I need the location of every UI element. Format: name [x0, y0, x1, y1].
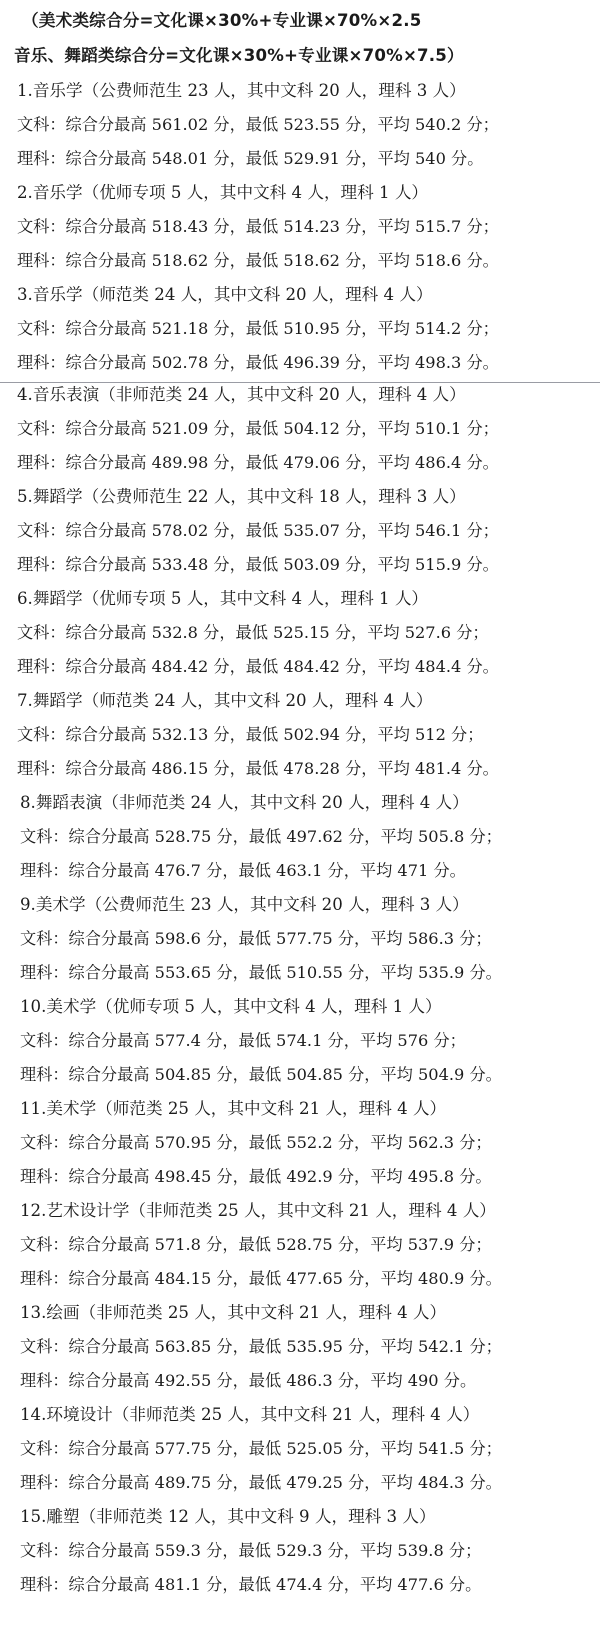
- major-4-wenke: 文科：综合分最高 521.09 分，最低 504.12 分，平均 510.1 分；: [17, 419, 499, 438]
- major-9-wenke: 文科：综合分最高 598.6 分，最低 577.75 分，平均 586.3 分；: [20, 929, 492, 948]
- major-3-title: 3.音乐学（师范类 24 人，其中文科 20 人，理科 4 人）: [17, 285, 433, 304]
- major-15-title: 15.雕塑（非师范类 12 人，其中文科 9 人，理科 3 人）: [20, 1507, 436, 1526]
- major-15-like: 理科：综合分最高 481.1 分，最低 474.4 分，平均 477.6 分。: [20, 1575, 482, 1594]
- major-3-wenke: 文科：综合分最高 521.18 分，最低 510.95 分，平均 514.2 分；: [17, 319, 499, 338]
- major-11-title: 11.美术学（师范类 25 人，其中文科 21 人，理科 4 人）: [20, 1099, 447, 1118]
- major-7-title: 7.舞蹈学（师范类 24 人，其中文科 20 人，理科 4 人）: [17, 691, 433, 710]
- major-12-like: 理科：综合分最高 484.15 分，最低 477.65 分，平均 480.9 分。: [20, 1269, 502, 1288]
- major-13-wenke: 文科：综合分最高 563.85 分，最低 535.95 分，平均 542.1 分；: [20, 1337, 502, 1356]
- major-3-like: 理科：综合分最高 502.78 分，最低 496.39 分，平均 498.3 分。: [17, 353, 499, 372]
- major-14-like: 理科：综合分最高 489.75 分，最低 479.25 分，平均 484.3 分。: [20, 1473, 502, 1492]
- major-12-wenke: 文科：综合分最高 571.8 分，最低 528.75 分，平均 537.9 分；: [20, 1235, 492, 1254]
- major-14-title: 14.环境设计（非师范类 25 人，其中文科 21 人，理科 4 人）: [20, 1405, 480, 1424]
- major-6-wenke: 文科：综合分最高 532.8 分，最低 525.15 分，平均 527.6 分；: [17, 623, 489, 642]
- major-13-like: 理科：综合分最高 492.55 分，最低 486.3 分，平均 490 分。: [20, 1371, 477, 1390]
- major-4-like: 理科：综合分最高 489.98 分，最低 479.06 分，平均 486.4 分。: [17, 453, 499, 472]
- major-2-like: 理科：综合分最高 518.62 分，最低 518.62 分，平均 518.6 分。: [17, 251, 499, 270]
- major-8-wenke: 文科：综合分最高 528.75 分，最低 497.62 分，平均 505.8 分；: [20, 827, 502, 846]
- major-7-like: 理科：综合分最高 486.15 分，最低 478.28 分，平均 481.4 分。: [17, 759, 499, 778]
- music-dance-formula: 音乐、舞蹈类综合分=文化课×30%+专业课×70%×7.5）: [14, 46, 464, 65]
- major-10-like: 理科：综合分最高 504.85 分，最低 504.85 分，平均 504.9 分。: [20, 1065, 502, 1084]
- major-15-wenke: 文科：综合分最高 559.3 分，最低 529.3 分，平均 539.8 分；: [20, 1541, 482, 1560]
- major-9-title: 9.美术学（公费师范生 23 人，其中文科 20 人，理科 3 人）: [20, 895, 469, 914]
- major-12-title: 12.艺术设计学（非师范类 25 人，其中文科 21 人，理科 4 人）: [20, 1201, 496, 1220]
- major-6-title: 6.舞蹈学（优师专项 5 人，其中文科 4 人，理科 1 人）: [17, 589, 429, 608]
- major-2-title: 2.音乐学（优师专项 5 人，其中文科 4 人，理科 1 人）: [17, 183, 429, 202]
- major-13-title: 13.绘画（非师范类 25 人，其中文科 21 人，理科 4 人）: [20, 1303, 447, 1322]
- major-9-like: 理科：综合分最高 553.65 分，最低 510.55 分，平均 535.9 分。: [20, 963, 502, 982]
- major-5-title: 5.舞蹈学（公费师范生 22 人，其中文科 18 人，理科 3 人）: [17, 487, 466, 506]
- major-8-like: 理科：综合分最高 476.7 分，最低 463.1 分，平均 471 分。: [20, 861, 466, 880]
- major-11-like: 理科：综合分最高 498.45 分，最低 492.9 分，平均 495.8 分。: [20, 1167, 492, 1186]
- major-1-wenke: 文科：综合分最高 561.02 分，最低 523.55 分，平均 540.2 分；: [17, 115, 499, 134]
- art-formula: （美术类综合分=文化课×30%+专业课×70%×2.5: [22, 11, 422, 30]
- major-11-wenke: 文科：综合分最高 570.95 分，最低 552.2 分，平均 562.3 分；: [20, 1133, 492, 1152]
- major-14-wenke: 文科：综合分最高 577.75 分，最低 525.05 分，平均 541.5 分；: [20, 1439, 502, 1458]
- major-10-title: 10.美术学（优师专项 5 人，其中文科 4 人，理科 1 人）: [20, 997, 442, 1016]
- major-2-wenke: 文科：综合分最高 518.43 分，最低 514.23 分，平均 515.7 分；: [17, 217, 499, 236]
- major-8-title: 8.舞蹈表演（非师范类 24 人，其中文科 20 人，理科 4 人）: [20, 793, 469, 812]
- major-10-wenke: 文科：综合分最高 577.4 分，最低 574.1 分，平均 576 分；: [20, 1031, 466, 1050]
- major-6-like: 理科：综合分最高 484.42 分，最低 484.42 分，平均 484.4 分。: [17, 657, 499, 676]
- major-4-title: 4.音乐表演（非师范类 24 人，其中文科 20 人，理科 4 人）: [17, 385, 466, 404]
- major-1-title: 1.音乐学（公费师范生 23 人，其中文科 20 人，理科 3 人）: [17, 81, 466, 100]
- major-5-like: 理科：综合分最高 533.48 分，最低 503.09 分，平均 515.9 分。: [17, 555, 499, 574]
- major-1-like: 理科：综合分最高 548.01 分，最低 529.91 分，平均 540 分。: [17, 149, 484, 168]
- major-5-wenke: 文科：综合分最高 578.02 分，最低 535.07 分，平均 546.1 分；: [17, 521, 499, 540]
- major-7-wenke: 文科：综合分最高 532.13 分，最低 502.94 分，平均 512 分；: [17, 725, 484, 744]
